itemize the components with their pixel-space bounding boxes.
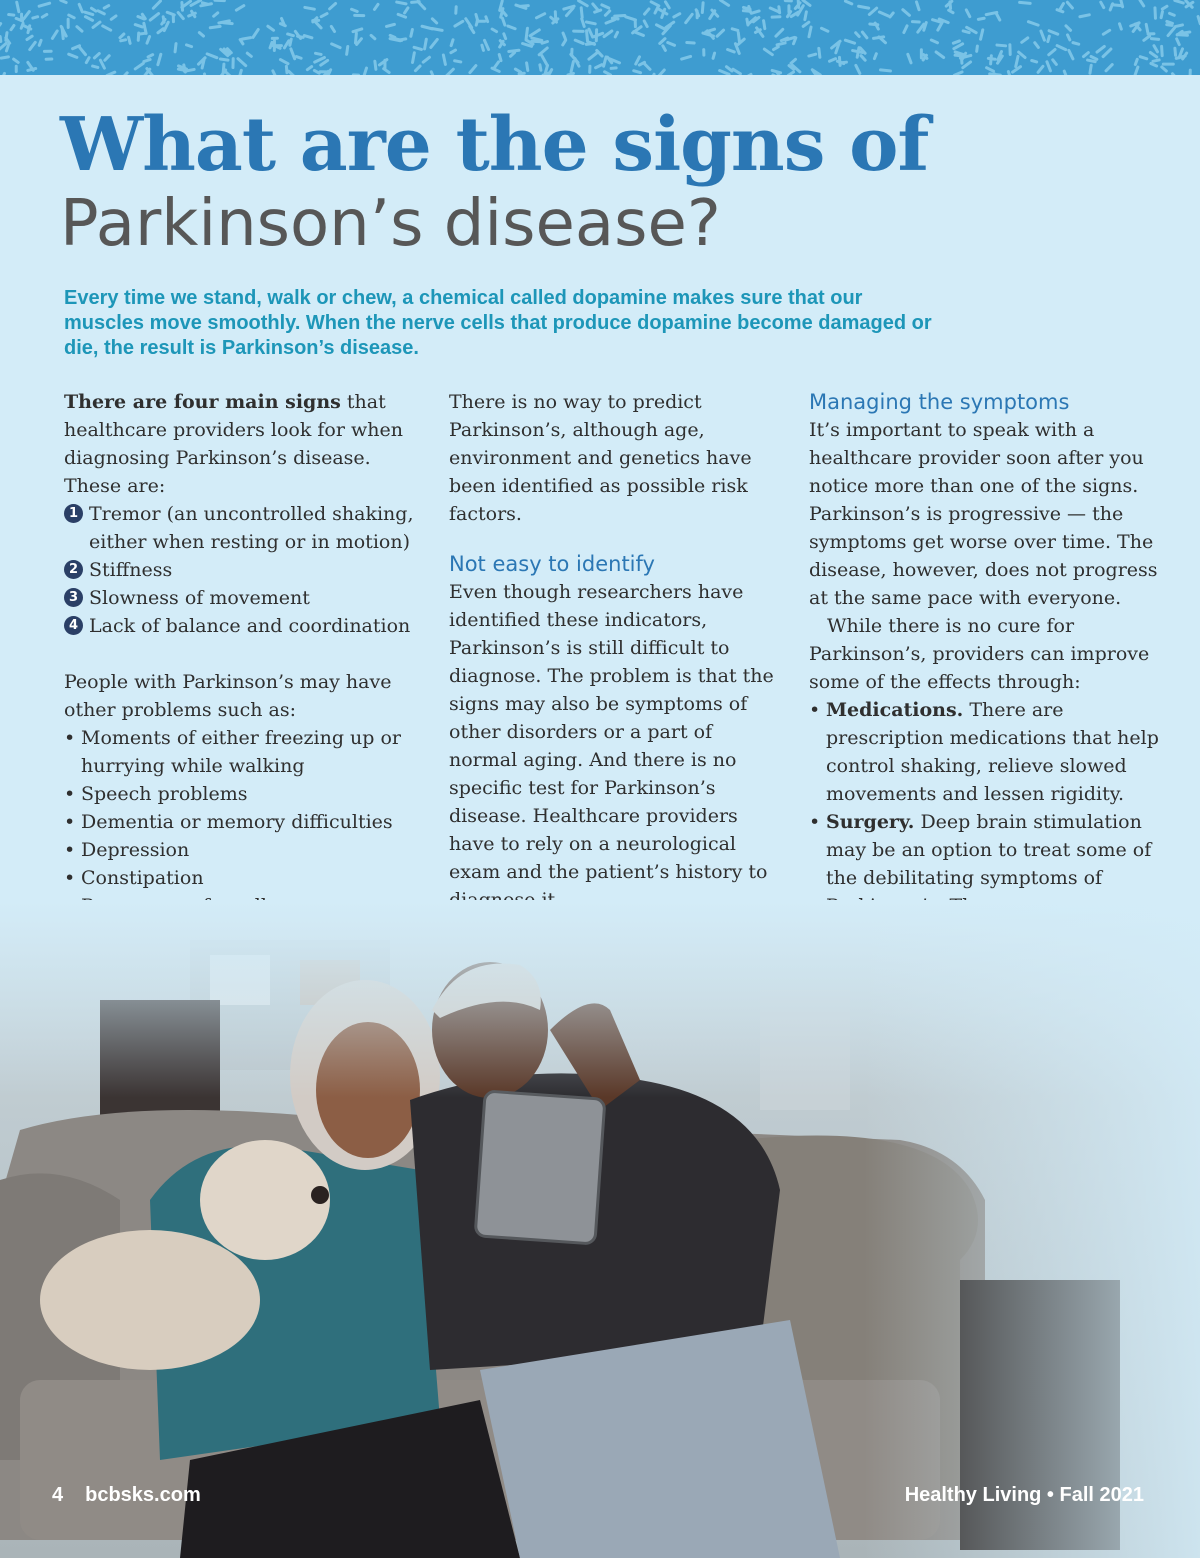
- treatment-name: Medications.: [826, 699, 964, 721]
- column-managing: [809, 388, 1169, 976]
- title-line-1: What are the signs of: [60, 102, 929, 188]
- column-risk: [449, 388, 784, 914]
- banner-pattern-icon: [0, 0, 1200, 75]
- bullet-icon: •: [64, 839, 76, 861]
- number-badge-icon: 2: [64, 560, 83, 579]
- other-problems-list: [64, 724, 424, 920]
- couple-on-couch-photo: [0, 900, 1200, 1558]
- bullet-icon: •: [809, 699, 821, 721]
- list-item: [64, 864, 424, 892]
- column-signs: [64, 388, 424, 920]
- bullet-icon: •: [64, 783, 76, 805]
- sign-text: Lack of balance and coordination: [89, 615, 411, 637]
- title-line-2: Parkinson’s disease?: [60, 187, 721, 261]
- risk-paragraph: There is no way to predict Parkinson’s, although age, environment and genetics have been identified as possible risk factors.: [449, 391, 752, 525]
- website-link[interactable]: bcbsks.com: [85, 1484, 201, 1506]
- list-item: [64, 584, 424, 612]
- signs-lead-rest: that healthcare providers look for when diagnosing Parkinson’s disease. These are:: [64, 391, 403, 497]
- intro-paragraph: Every time we stand, walk or chew, a chemical called dopamine makes sure that our muscles move smoothly. When the nerve cells that produce dopamine become damaged or die, the result is Parkinson’s disease.: [64, 287, 932, 359]
- problem-text: Moments of either freezing up or hurrying while walking: [81, 727, 401, 777]
- managing-paragraph-1: It’s important to speak with a healthcare provider soon after you notice more than one of the signs. Parkinson’s is progressive — the symptoms get worse over time. The disease, however, does not progress at the same pace with everyone.: [809, 419, 1158, 609]
- treatment-text: Deep brain stimulation may be an option to treat some of the debilitating symptoms of: [826, 811, 1152, 889]
- bullet-icon: •: [64, 867, 76, 889]
- heading-not-easy: Not easy to identify: [449, 552, 655, 576]
- list-item: [64, 836, 424, 864]
- number-badge-icon: 4: [64, 616, 83, 635]
- list-item: [64, 556, 424, 584]
- page-number: 4: [52, 1484, 64, 1506]
- list-item: [64, 500, 424, 556]
- problem-text: Speech problems: [81, 783, 248, 805]
- decorative-banner: [0, 0, 1200, 75]
- footer-left: [52, 1484, 201, 1507]
- signs-lead: [64, 388, 424, 500]
- list-item: [64, 780, 424, 808]
- signs-list: [64, 500, 424, 640]
- treatment-name: Surgery.: [826, 811, 915, 833]
- bullet-icon: •: [809, 811, 821, 833]
- list-item: [64, 612, 424, 640]
- sign-text: Slowness of movement: [89, 587, 310, 609]
- treatment-text: There are prescription medications that help control shaking, relieve slowed movements and lessen rigidity.: [826, 699, 1159, 805]
- list-item: [809, 696, 1169, 808]
- heading-managing: Managing the symptoms: [809, 390, 1070, 414]
- bullet-icon: •: [64, 727, 76, 749]
- identify-paragraph: Even though researchers have identified these indicators, Parkinson’s is still difficult to diagnose. The problem is that the signs may also be symptoms of other disorders or a part of normal aging. And there is no specific test for Parkinson’s disease. Healthcare providers have to rely on a neurological exam and the patient’s history to: [449, 581, 774, 883]
- sign-text: Tremor (an uncontrolled shaking, either when resting or in motion): [89, 503, 414, 553]
- problem-text: Dementia or memory difficulties: [81, 811, 393, 833]
- list-item: [64, 808, 424, 836]
- signs-lead-bold: There are four main signs: [64, 391, 341, 413]
- number-badge-icon: 3: [64, 588, 83, 607]
- sign-text: Stiffness: [89, 559, 173, 581]
- other-problems-intro: People with Parkinson’s may have other problems such as:: [64, 671, 392, 721]
- footer-publication: Healthy Living • Fall 2021: [904, 1484, 1144, 1506]
- bullet-icon: •: [64, 811, 76, 833]
- list-item: [64, 724, 424, 780]
- number-badge-icon: 1: [64, 504, 83, 523]
- managing-paragraph-2: While there is no cure for Parkinson’s, providers can improve some of the effects through:: [809, 615, 1150, 693]
- problem-text: Depression: [81, 839, 190, 861]
- problem-text: Constipation: [81, 867, 204, 889]
